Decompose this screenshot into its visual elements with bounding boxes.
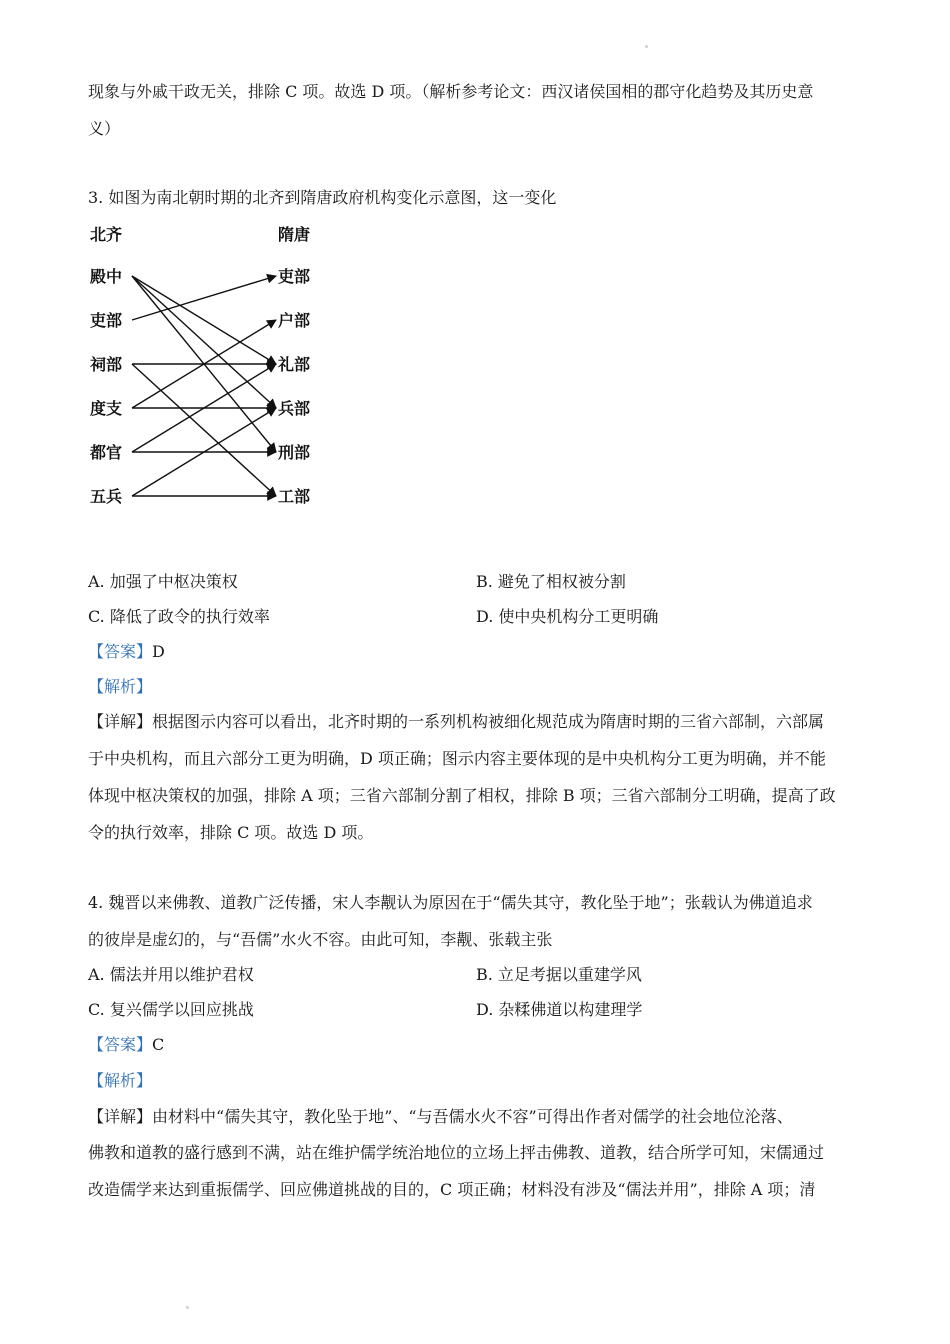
- prev-analysis-line-2: 义）: [88, 119, 121, 138]
- q3-detail-line-1: [88, 712, 824, 732]
- diagram-arrow: [132, 364, 276, 496]
- diagram-left-item: 祠部: [90, 355, 123, 374]
- diagram-left-item: 殿中: [90, 267, 123, 286]
- answer-value: C: [152, 1035, 165, 1054]
- detail-label: 【详解】: [88, 712, 153, 731]
- q3-detail-line-4: 令的执行效率，排除 C 项。故选 D 项。: [88, 823, 374, 842]
- diagram-right-header: 隋唐: [278, 225, 311, 244]
- q3-stem: 3. 如图为南北朝时期的北齐到隋唐政府机构变化示意图，这一变化: [88, 188, 557, 207]
- q4-option-d: D. 杂糅佛道以构建理学: [476, 1000, 643, 1019]
- q3-option-b: B. 避免了相权被分割: [476, 572, 626, 591]
- q3-option-a: A. 加强了中枢决策权: [88, 572, 238, 591]
- q4-answer: [88, 1035, 164, 1055]
- diagram-right-item: 礼部: [278, 355, 311, 374]
- scan-speck: [186, 1306, 189, 1309]
- answer-label: 【答案】: [88, 1035, 153, 1054]
- q3-structure-diagram: [88, 218, 328, 508]
- q3-detail-line-3: 体现中枢决策权的加强，排除 A 项；三省六部制分割了相权，排除 B 项；三省六部制分工明确，提高了政: [88, 786, 836, 805]
- detail-text: 根据图示内容可以看出，北齐时期的一系列机构被细化规范成为隋唐时期的三省六部制，六部属: [152, 712, 825, 731]
- q4-detail-line-3: 改造儒学来达到重振儒学、回应佛道挑战的目的，C 项正确；材料没有涉及“儒法并用”，排除 A 项；清: [88, 1180, 816, 1199]
- q4-option-a: A. 儒法并用以维护君权: [88, 965, 254, 984]
- scan-speck: [645, 45, 648, 48]
- diagram-right-item: 刑部: [278, 443, 311, 462]
- answer-label: 【答案】: [88, 642, 153, 661]
- diagram-left-item: 五兵: [90, 487, 123, 506]
- q3-option-d: D. 使中央机构分工更明确: [476, 607, 659, 626]
- q4-stem-line-1: 4. 魏晋以来佛教、道教广泛传播，宋人李觏认为原因在于“儒失其守，教化坠于地”；张载认为佛道追求: [88, 893, 813, 912]
- diagram-arrow: [132, 276, 276, 408]
- diagram-arrow: [132, 276, 276, 320]
- q3-detail-line-2: 于中央机构，而且六部分工更为明确，D 项正确；图示内容主要体现的是中央机构分工更为明确，并不能: [88, 749, 826, 768]
- q4-analysis-label: 【解析】: [88, 1071, 153, 1090]
- diagram-left-item: 都官: [90, 443, 123, 462]
- diagram-right-item: 兵部: [278, 399, 311, 418]
- detail-text: 由材料中“儒失其守，教化坠于地”、“与吾儒水火不容”可得出作者对儒学的社会地位沦落、: [152, 1107, 793, 1126]
- diagram-left-item: 度支: [90, 399, 123, 418]
- q4-stem-line-2: 的彼岸是虚幻的，与“吾儒”水火不容。由此可知，李觏、张载主张: [88, 930, 553, 949]
- diagram-left-header: 北齐: [90, 225, 123, 244]
- diagram-arrow: [132, 276, 276, 364]
- q3-answer: [88, 642, 165, 662]
- diagram-right-item: 户部: [278, 311, 311, 330]
- q4-option-c: C. 复兴儒学以回应挑战: [88, 1000, 254, 1019]
- q3-analysis-label: 【解析】: [88, 677, 153, 696]
- diagram-left-item: 吏部: [90, 311, 123, 330]
- answer-value: D: [152, 642, 165, 661]
- q4-option-b: B. 立足考据以重建学风: [476, 965, 642, 984]
- q3-option-c: C. 降低了政令的执行效率: [88, 607, 270, 626]
- q4-detail-line-1: [88, 1107, 793, 1127]
- diagram-right-item: 吏部: [278, 267, 311, 286]
- q4-detail-line-2: 佛教和道教的盛行感到不满，站在维护儒学统治地位的立场上抨击佛教、道教，结合所学可知，宋儒通过: [88, 1143, 825, 1162]
- detail-label: 【详解】: [88, 1107, 153, 1126]
- prev-analysis-line-1: 现象与外戚干政无关，排除 C 项。故选 D 项。（解析参考论文：西汉诸侯国相的郡守化趋势及其历史意: [88, 82, 814, 101]
- diagram-right-item: 工部: [278, 487, 311, 506]
